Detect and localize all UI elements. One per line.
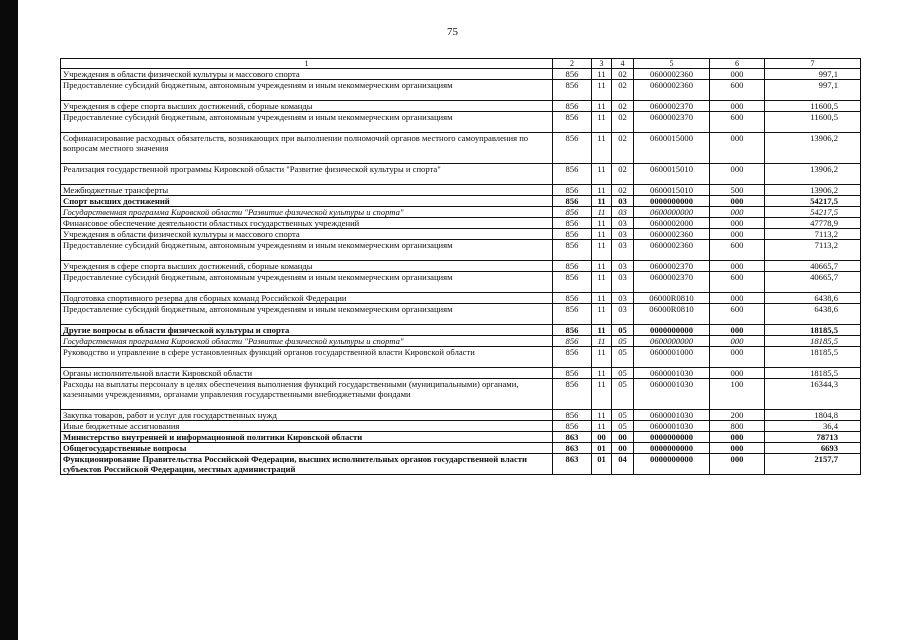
admin-code-cell: 856 (553, 80, 592, 101)
table-row (61, 304, 861, 325)
target-item-cell: 06000R0810 (634, 293, 710, 304)
row-name-cell: Учреждения в области физической культуры и массового спорта (61, 69, 553, 80)
admin-code-cell: 856 (553, 368, 592, 379)
subsection-cell: 02 (612, 164, 634, 185)
row-name-cell: Расходы на выплаты персоналу в целях обеспечения выполнения функций государственными (муниципальными) органами, казенными учреждениями, органами управления государственными внебюджетными фондами (61, 379, 553, 410)
row-name-cell: Учреждения в сфере спорта высших достижений, сборные команды (61, 261, 553, 272)
target-item-cell: 0600002370 (634, 101, 710, 112)
row-name-cell: Предоставление субсидий бюджетным, автономным учреждениям и иным некоммерческим организациям (61, 112, 553, 133)
subsection-cell: 03 (612, 240, 634, 261)
subsection-cell: 03 (612, 218, 634, 229)
section-cell: 11 (592, 347, 612, 368)
amount-cell: 13906,2 (765, 133, 861, 164)
row-name-cell: Подготовка спортивного резерва для сборных команд Российской Федерации (61, 293, 553, 304)
admin-code-cell: 856 (553, 101, 592, 112)
amount-cell: 18185,5 (765, 325, 861, 336)
amount-cell: 11600,5 (765, 101, 861, 112)
row-name-cell: Министерство внутренней и информационной политики Кировской области (61, 432, 553, 443)
target-item-cell: 0600002360 (634, 240, 710, 261)
table-row (61, 421, 861, 432)
section-cell: 11 (592, 229, 612, 240)
section-cell: 11 (592, 272, 612, 293)
target-item-cell: 0600002370 (634, 261, 710, 272)
admin-code-cell: 856 (553, 133, 592, 164)
amount-cell: 40665,7 (765, 272, 861, 293)
row-name-cell: Другие вопросы в области физической культуры и спорта (61, 325, 553, 336)
amount-cell: 18185,5 (765, 368, 861, 379)
amount-cell: 78713 (765, 432, 861, 443)
expense-type-cell: 600 (710, 240, 765, 261)
expense-type-cell: 000 (710, 261, 765, 272)
subsection-cell: 02 (612, 101, 634, 112)
row-name-cell: Государственная программа Кировской области "Развитие физической культуры и спорта" (61, 207, 553, 218)
subsection-cell: 05 (612, 410, 634, 421)
row-name-cell: Государственная программа Кировской области "Развитие физической культуры и спорта" (61, 336, 553, 347)
row-name-cell: Предоставление субсидий бюджетным, автономным учреждениям и иным некоммерческим организациям (61, 272, 553, 293)
table-row (61, 410, 861, 421)
row-name-cell: Общегосударственные вопросы (61, 443, 553, 454)
target-item-cell: 0600002360 (634, 229, 710, 240)
column-header: 4 (612, 59, 634, 69)
target-item-cell: 0600001030 (634, 379, 710, 410)
expense-type-cell: 000 (710, 443, 765, 454)
table-row (61, 379, 861, 410)
admin-code-cell: 856 (553, 261, 592, 272)
row-name-cell: Учреждения в области физической культуры и массового спорта (61, 229, 553, 240)
expense-type-cell: 000 (710, 218, 765, 229)
expense-type-cell: 000 (710, 207, 765, 218)
expense-type-cell: 800 (710, 421, 765, 432)
admin-code-cell: 856 (553, 410, 592, 421)
expense-type-cell: 000 (710, 432, 765, 443)
target-item-cell: 0000000000 (634, 196, 710, 207)
section-cell: 11 (592, 304, 612, 325)
subsection-cell: 05 (612, 379, 634, 410)
admin-code-cell: 856 (553, 229, 592, 240)
section-cell: 11 (592, 368, 612, 379)
section-cell: 11 (592, 336, 612, 347)
table-row (61, 80, 861, 101)
section-cell: 11 (592, 421, 612, 432)
target-item-cell: 0600002000 (634, 218, 710, 229)
expense-type-cell: 000 (710, 368, 765, 379)
section-cell: 11 (592, 293, 612, 304)
admin-code-cell: 856 (553, 164, 592, 185)
section-cell: 11 (592, 240, 612, 261)
section-cell: 11 (592, 218, 612, 229)
admin-code-cell: 856 (553, 196, 592, 207)
expense-type-cell: 500 (710, 185, 765, 196)
amount-cell: 18185,5 (765, 347, 861, 368)
amount-cell: 11600,5 (765, 112, 861, 133)
table-row (61, 207, 861, 218)
row-name-cell: Иные бюджетные ассигнования (61, 421, 553, 432)
expense-type-cell: 000 (710, 101, 765, 112)
admin-code-cell: 856 (553, 185, 592, 196)
expense-type-cell: 000 (710, 347, 765, 368)
table-row (61, 325, 861, 336)
target-item-cell: 0600002370 (634, 272, 710, 293)
section-cell: 11 (592, 261, 612, 272)
subsection-cell: 03 (612, 207, 634, 218)
section-cell: 11 (592, 101, 612, 112)
target-item-cell: 06000R0810 (634, 304, 710, 325)
target-item-cell: 0600001000 (634, 347, 710, 368)
target-item-cell: 0600015000 (634, 133, 710, 164)
section-cell: 11 (592, 410, 612, 421)
amount-cell: 18185,5 (765, 336, 861, 347)
subsection-cell: 05 (612, 421, 634, 432)
row-name-cell: Межбюджетные трансферты (61, 185, 553, 196)
amount-cell: 13906,2 (765, 164, 861, 185)
row-name-cell: Предоставление субсидий бюджетным, автономным учреждениям и иным некоммерческим организациям (61, 80, 553, 101)
amount-cell: 6438,6 (765, 293, 861, 304)
expense-type-cell: 000 (710, 293, 765, 304)
amount-cell: 16344,3 (765, 379, 861, 410)
admin-code-cell: 856 (553, 218, 592, 229)
section-cell: 11 (592, 112, 612, 133)
admin-code-cell: 856 (553, 293, 592, 304)
admin-code-cell: 856 (553, 347, 592, 368)
row-name-cell: Реализация государственной программы Кировской области "Развитие физической культуры и спорта" (61, 164, 553, 185)
table-row (61, 272, 861, 293)
column-header: 3 (592, 59, 612, 69)
subsection-cell: 02 (612, 69, 634, 80)
subsection-cell: 04 (612, 454, 634, 475)
target-item-cell: 0600001030 (634, 410, 710, 421)
section-cell: 01 (592, 454, 612, 475)
table-row (61, 69, 861, 80)
amount-cell: 6438,6 (765, 304, 861, 325)
expense-type-cell: 100 (710, 379, 765, 410)
amount-cell: 6693 (765, 443, 861, 454)
section-cell: 01 (592, 443, 612, 454)
expense-type-cell: 000 (710, 336, 765, 347)
column-header: 1 (61, 59, 553, 69)
expense-type-cell: 600 (710, 272, 765, 293)
row-name-cell: Предоставление субсидий бюджетным, автономным учреждениям и иным некоммерческим организациям (61, 304, 553, 325)
row-name-cell: Финансовое обеспечение деятельности областных государственных учреждений (61, 218, 553, 229)
expense-type-cell: 000 (710, 454, 765, 475)
section-cell: 00 (592, 432, 612, 443)
subsection-cell: 03 (612, 293, 634, 304)
table-row (61, 261, 861, 272)
scan-edge-bar (0, 0, 18, 640)
amount-cell: 13906,2 (765, 185, 861, 196)
table-row (61, 185, 861, 196)
table-header-row (61, 59, 861, 69)
expense-type-cell: 200 (710, 410, 765, 421)
table-row (61, 443, 861, 454)
target-item-cell: 0000000000 (634, 443, 710, 454)
target-item-cell: 0000000000 (634, 432, 710, 443)
subsection-cell: 03 (612, 196, 634, 207)
section-cell: 11 (592, 379, 612, 410)
expense-type-cell: 000 (710, 325, 765, 336)
expense-type-cell: 600 (710, 80, 765, 101)
row-name-cell: Учреждения в сфере спорта высших достижений, сборные команды (61, 101, 553, 112)
target-item-cell: 0600000000 (634, 336, 710, 347)
table-row (61, 218, 861, 229)
admin-code-cell: 863 (553, 443, 592, 454)
admin-code-cell: 863 (553, 432, 592, 443)
row-name-cell: Руководство и управление в сфере установленных функций органов государственной власти Кировской области (61, 347, 553, 368)
section-cell: 11 (592, 164, 612, 185)
target-item-cell: 0600015010 (634, 164, 710, 185)
table-row (61, 293, 861, 304)
section-cell: 11 (592, 325, 612, 336)
amount-cell: 997,1 (765, 69, 861, 80)
row-name-cell: Предоставление субсидий бюджетным, автономным учреждениям и иным некоммерческим организациям (61, 240, 553, 261)
table-row (61, 112, 861, 133)
table-row (61, 347, 861, 368)
column-header: 6 (710, 59, 765, 69)
table-row (61, 454, 861, 475)
subsection-cell: 00 (612, 443, 634, 454)
admin-code-cell: 863 (553, 454, 592, 475)
subsection-cell: 00 (612, 432, 634, 443)
row-name-cell: Софинансирование расходных обязательств, возникающих при выполнении полномочий органов местного самоуправления по вопросам местного значения (61, 133, 553, 164)
table-row (61, 240, 861, 261)
section-cell: 11 (592, 196, 612, 207)
expense-type-cell: 000 (710, 69, 765, 80)
expense-type-cell: 000 (710, 229, 765, 240)
target-item-cell: 0600002360 (634, 80, 710, 101)
target-item-cell: 0600002370 (634, 112, 710, 133)
amount-cell: 997,1 (765, 80, 861, 101)
table-row (61, 133, 861, 164)
subsection-cell: 03 (612, 261, 634, 272)
admin-code-cell: 856 (553, 421, 592, 432)
section-cell: 11 (592, 185, 612, 196)
row-name-cell: Закупка товаров, работ и услуг для государственных нужд (61, 410, 553, 421)
amount-cell: 36,4 (765, 421, 861, 432)
subsection-cell: 03 (612, 229, 634, 240)
table-row (61, 368, 861, 379)
amount-cell: 1804,8 (765, 410, 861, 421)
column-header: 5 (634, 59, 710, 69)
budget-table (60, 58, 861, 475)
amount-cell: 7113,2 (765, 240, 861, 261)
admin-code-cell: 856 (553, 69, 592, 80)
subsection-cell: 02 (612, 133, 634, 164)
page-number: 75 (447, 26, 458, 38)
row-name-cell: Органы исполнительной власти Кировской области (61, 368, 553, 379)
target-item-cell: 0600001030 (634, 368, 710, 379)
subsection-cell: 02 (612, 80, 634, 101)
table-row (61, 196, 861, 207)
admin-code-cell: 856 (553, 207, 592, 218)
target-item-cell: 0600001030 (634, 421, 710, 432)
table-row (61, 432, 861, 443)
amount-cell: 2157,7 (765, 454, 861, 475)
subsection-cell: 05 (612, 325, 634, 336)
expense-type-cell: 000 (710, 196, 765, 207)
amount-cell: 47778,9 (765, 218, 861, 229)
column-header: 7 (765, 59, 861, 69)
section-cell: 11 (592, 133, 612, 164)
target-item-cell: 0600002360 (634, 69, 710, 80)
expense-type-cell: 000 (710, 133, 765, 164)
subsection-cell: 05 (612, 347, 634, 368)
table-row (61, 164, 861, 185)
section-cell: 11 (592, 207, 612, 218)
target-item-cell: 0000000000 (634, 325, 710, 336)
row-name-cell: Спорт высших достижений (61, 196, 553, 207)
amount-cell: 54217,5 (765, 196, 861, 207)
expense-type-cell: 600 (710, 304, 765, 325)
amount-cell: 54217,5 (765, 207, 861, 218)
amount-cell: 40665,7 (765, 261, 861, 272)
expense-type-cell: 000 (710, 164, 765, 185)
table-row (61, 336, 861, 347)
column-header: 2 (553, 59, 592, 69)
row-name-cell: Функционирование Правительства Российской Федерации, высших исполнительных органов государственной власти субъектов Российской Федерации, местных администраций (61, 454, 553, 475)
subsection-cell: 03 (612, 304, 634, 325)
admin-code-cell: 856 (553, 304, 592, 325)
target-item-cell: 0000000000 (634, 454, 710, 475)
admin-code-cell: 856 (553, 240, 592, 261)
subsection-cell: 03 (612, 272, 634, 293)
subsection-cell: 05 (612, 368, 634, 379)
table-row (61, 101, 861, 112)
subsection-cell: 02 (612, 185, 634, 196)
target-item-cell: 0600000000 (634, 207, 710, 218)
expense-type-cell: 600 (710, 112, 765, 133)
admin-code-cell: 856 (553, 336, 592, 347)
admin-code-cell: 856 (553, 272, 592, 293)
target-item-cell: 0600015010 (634, 185, 710, 196)
amount-cell: 7113,2 (765, 229, 861, 240)
admin-code-cell: 856 (553, 325, 592, 336)
table-row (61, 229, 861, 240)
section-cell: 11 (592, 69, 612, 80)
admin-code-cell: 856 (553, 112, 592, 133)
admin-code-cell: 856 (553, 379, 592, 410)
subsection-cell: 02 (612, 112, 634, 133)
section-cell: 11 (592, 80, 612, 101)
subsection-cell: 05 (612, 336, 634, 347)
